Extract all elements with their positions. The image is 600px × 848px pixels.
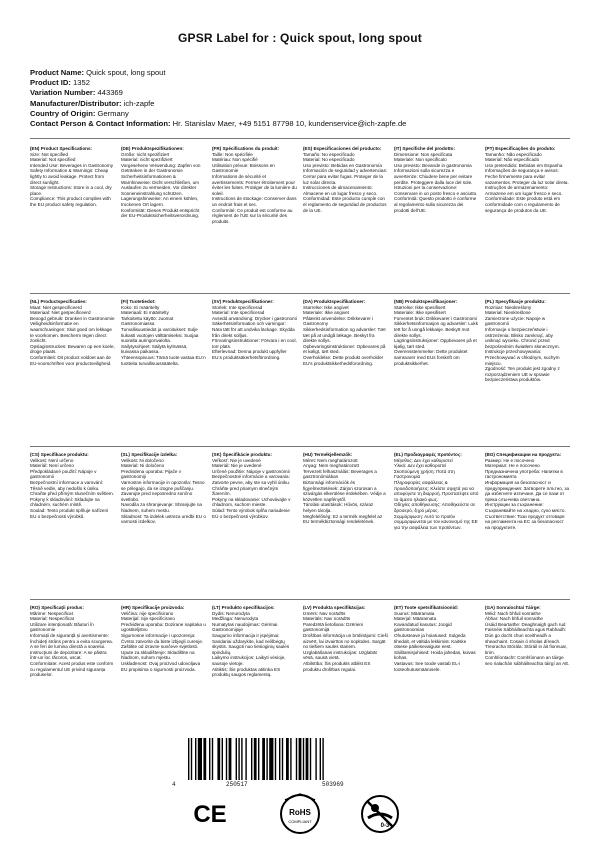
spec-bg: (BG) Спецификации на продукта: Размер: Не е посочено Материал: Не е посочено Предназначена употреба: Напитки в гастрономията Информация за безопасност и предупреждения: Затворете плътно, за да избегнете изтичане. Да се пази от пряка слънчева светлина. Инструкции за съхранение: Съхранявайте на хладно, сухо място. Съответствие: Този продукт отговаря на регламента на ЕС за безопасност на продуктите. [485,452,570,530]
manufacturer-row: Manufacturer/Distributor: ich-zapfe [30,98,155,108]
spec-hu: (HU) Termékjellemzők: Méret: Nem meghatározott Anyag: Nem meghatározott Tervezett felhasználás: Beverages a gasztronómiában Biztonsági információk és figyelmeztetések: Zárjon szorosan a szivárgás elkerülése érdekében. Védje a közvetlen napfénytől. Tárolási utasítások: Hűvös, száraz helyen tárolja. Megfelelőség: Ez a termék megfelel az EU termékbiztonsági rendeletének. [303,452,386,525]
compliance-symbols [0,790,600,840]
country-of-origin-row: Country of Origin: Germany [30,108,129,118]
divider [30,446,570,447]
spec-sk: (SK) Špecifikácie produktu: Veľkosť: Nie je uvedené Materiál: Nie je uvedené Určené použitie: Nápoje v gastronómii Bezpečnostné informácie a varovania: Zatvorte pevne, aby ste sa vyhli úniku. Chráňte pred priamym slnečným žiarením. Pokyny na skladovanie: Uchovávajte v chladnom, suchom mieste. Súlad: Tento výrobok spĺňa nariadenie EÚ o bezpečnosti výrobkov. [212,452,291,519]
barcode-digit-left: 4 [172,781,176,788]
svg-text:0-3: 0-3 [380,823,390,829]
spec-hr: (HR) Specifikacije proizvoda: Veličina: nije specificirano Materijal: nije specificirano Predviđena uporaba: Dozirane napitaka u ugostiteljstvu Sigurnosne informacije i upozorenja: Čvrsto zatvorite da biste izbjegli curenje. Zaštitite od izravne sunčeve svjetlosti. Upute za skladištenje: Skladištite na hladnom, suhom mjestu. Usklađenost: Ovaj proizvod udovoljava EU propisima o sigurnosti proizvoda. [121,605,206,672]
spec-pt: (PT) Especificações do produto: Tamanho: Não especificado Material: Não especificado Uso pretendido: Bebidas em Espanha Informações de segurança e avisos: Feche firmemente para evitar vazamentos. Proteger da luz solar direta. Instruções de armazenamento: Armazene em um lugar fresco e seco. Conformidade: Este produto está em conformidade com o regulamento de segurança de produtos da UE. [485,146,569,213]
product-info [30,68,406,129]
spec-et: (ET) Toote spetsifikatsioonid: Suurus: Määramata Materjal: Määramata Kavandatud kasutus: Joogid gastronoomias Ohutusteave ja hoiatused: Sulgeda tihedalt, et vältida lekkimist. Kaitske otsese päikesevalguse eest. Säilitamisjuhised: Hoida jahedas, kuivas kohas. Vastavus: See toode vastab EL-i tooteohutusmäärusele. [394,605,476,672]
divider [30,293,570,294]
ce-mark-icon [193,801,226,828]
spec-nb: (NB) Produktspesifikasjoner: Størrelse: Ikke spesifisert Materiale: Ikke spesifisert Forventet bruk: Drikkevarer i Gastronomi Sikkerhetsinformasjon og advarsler: Lukk tett for å unngå lekkasje. Beskytt mot direkte sollys. Lagringsinstruksjoner: Oppbevares på et kjølig, tørt sted. Overensstemmelse: Dette produktet samsvarer med EUs forskrift om produktsikkerhet. [394,299,479,366]
spec-ro: (RO) Specificații produs: Mărime: Nespecificat Material: Nespecificat Utilizare intenționată: Băuturi în gastronomie Informații de siguranță și avertismente: Închideți strâns pentru a evita scurgerea. A se feri de lumina directă a soarelui. Instrucțiuni de depozitare: A se păstra într-un loc răcoros, uscat. Conformitate: Acest produs este conform cu regulamentul UE privind siguranța produselor. [30,605,114,678]
variation-number-row: Variation Number: 443369 [30,88,123,98]
barcode-digits-right: 503969 [322,781,344,788]
spec-it: (IT) Specifiche del prodotto: Dimensione: Non specificata Materiale: Non specificato Uso previsto: Bevande in gastronomia Informazioni sulla sicurezza e avvertenze: Chiudere bene per evitare perdite. Proteggere dalla luce del sole. Istruzioni per la conservazione: Conservare in un posto fresco e asciutto. Conformità: Questo prodotto è conforme al regolamento sulla sicurezza dei prodotti dell'UE. [394,146,478,213]
spec-de: (DE) Produktspezifikationen: Größe: nicht spezifiziert Material: nicht spezifiziert Vorgesehene Verwendung: Zapfen von Getränken in der Gastronomie Sicherheitsinformationen & Warnhinweise: Dicht verschließen, um Auslaufen zu vermeiden. Vor direkter Sonneneinstrahlung schützen. Lagerungshinweise: An einem kühlen, trockenen Ort lagern. Konformität: Dieses Produkt entspricht der EU-Produktsicherheitsverordnung. [121,146,201,219]
product-name-row: Product Name: Quick spout, long spout [30,68,166,77]
spec-row-3 [30,452,570,592]
spec-fr: (FR) Spécifications du produit: Taille: Non spécifiée Matériau: Non spécifié Utilisation prévue: Boissons en Gastronomie Informations de sécurité et avertissements: Fermer étroitement pour éviter les fuites. Protéger de la lumière du soleil. Instructions de stockage: Conserver dans un endroit frais et sec. Conformité: Ce produit est conforme au règlement de l'UE sur la sécurité des produits. [212,146,297,224]
divider [30,599,570,600]
spec-sv: (SV) Produktspecifikationer: Storlek: Inte specificerad Material: Inte specificerad Avsedd användning: Drycker i gastronomi Säkerhetsinformation och varningar: Nära tätt för att undvika läckage. Skydda från direkt solljus. Förvaringsinstruktioner: Förvara i en cool, torr plats. Efterlevnad: Denna produkt uppfyller EU:s produktsäkerhetsförordning. [212,299,297,360]
spec-el: (EL) Προδιαγραφές προϊόντος: Μέγεθος: Δεν έχει καθοριστεί Υλικό: Δεν έχει καθοριστεί Σκοπούμενη χρήση: Ποτά στη Γαστρονομία Πληροφορίες ασφάλειας & προειδοποιήσεις: Κλείστε σφιχτά για να αποφύγετε τη διαρροή. Προστατέψτε από το άμεσο ηλιακό φως. Οδηγίες αποθήκευσης: Αποθηκεύστε σε δροσερό, ξηρό μέρος. Συμμόρφωση: Αυτό το προϊόν συμμορφώνεται με τον κανονισμό της ΕΕ για την ασφάλεια των προϊόντων. [394,452,479,530]
barcode-digits-middle: 250517 [226,781,248,788]
contact-row: Contact Person & Contact Information: Hr. Stanislav Maer, +49 5151 87798 10, kundenservice@ich-zapfe.de [30,119,407,129]
spec-row-4 [30,605,570,731]
spec-fi: (FI) Tuotetiedot: Koko: Ei määritelty Materiaali: Ei määritelty Tarkoitettu käyttö: Juomat Gastronomiassa Turvallisuustiedot ja varoitukset: Sulje tiukasti vuotojen välttämiseksi. Suojaa suoralta auringonvalolta. Säilytysohjeet: Säilytä kylmässä, kuivassa paikassa. Yhteensopivuus: Tämä tuote vastaa EU:n tuotteita turvallisuussäätelta. [121,299,206,366]
spec-ga: (GA) Sonraíochtaí Táirge: Méid: Nach bhfuil sonraithe Ábhar: Nach bhfuil sonraithe Úsáid Beartaithe: Deaghnaigh gach rud Faisnéis Sábháilteachta agus Rabhadh: Dún go docht chun sceitheadh a sheachaint. Cosain ó sholas díreach. Treoracha Stórála: Stóráil in áit fionnuar, tirim. Comhlíontacht: Comhlíonann an táirge seo rialachán sábháilteachta táirgí an AE. [485,605,570,666]
product-id-row: Product ID: 1352 [30,78,90,88]
spec-lt: (LT) Produkto specifikacijos: Dydis: Nenurodyta Medžiaga: Nenurodyta Numatytas naudojimas: Gėrimai Gastronomijoje Saugumo informacija ir įspėjimai: Sandariai uždarykite, kad neišbėgtų skystis. Saugoti nuo tiesioginių saulės spindulių. Laikymo instrukcijos: Laikyti vėsioje, sausoje vietoje. Atitiktis: Šis produktas atitinka ES produktų saugos reglamentą. [212,605,290,678]
barcode [182,738,392,780]
spec-es: (ES) Especificaciones del producto: Tamaño: No especificado Material: No especificado Uso previsto: Bebidas en Gastronomía Información de seguridad y advertencias: Cerrar para evitar fugas. Proteger de la luz solar directa. Instrucciones de almacenamiento: Almacene en un lugar fresco y seco. Conformidad: Este producto cumple con el reglamento de seguridad de productos de la UE. [303,146,388,213]
spec-row-1 [30,146,570,286]
page-title: GPSR Label for : Quick spout, long spout [177,31,422,45]
spec-nl: (NL) Productspecificaties: Maat: Niet gespecificeerd Materiaal: Niet gespecificeerd Beoogd gebruik: Dranken in Gastronomie Veiligheidsinformatie en waarschuwingen: Sluit goed om lekkage te voorkomen. Bescherm tegen direct zonlicht. Opslaginstructies: Bewaren op een koele, droge plaats. Conformiteit: Dit product voldoet aan de EU-voorschriften voor productveiligheid. [30,299,115,366]
rohs-icon [281,794,319,833]
divider [30,138,570,139]
spec-lv: (LV) Produkta specifikācijas: Izmērs: Nav norādīts Materiāls: Nav norādīts Paredzētā lietošana: Dzērieni gastronomijā Drošības informācija un brīdinājumi: Cieši aizvērt, lai izvairītos no noplūdes. Sargāt no tiešiem saules stariem. Uzglabāšanas instrukcijas: Uzglabāt vēsā, sausā vietā. Atbilstība: Šis produkts atbilst ES produktu drošības regulai. [303,605,388,672]
age-warning-icon [362,796,398,832]
svg-text:CE: CE [193,801,227,828]
spec-sl: (SL) Specifikacije izdelka: Velikost: Ni določeno Material: Ni določeno Predvidena uporaba: Pijače v gastronomiji Varnostne informacije in opozorila: Tesno se prilegajo, da se izogne puščanju. Zavarujte pred neposredno sončno svetlobo. Navodila za shranjevanje: Shranjujte na hladnem, suhem mestu. Skladnost: Ta izdelek ustreza uredbi EU o varnosti izdelkov. [121,452,206,525]
svg-text:COMPLIANT: COMPLIANT [288,819,312,824]
spec-cs: (CS) Specifikace produktu: Velikost: Není určeno Materiál: Není určeno Předpokládané použití: Nápoje v gastronomii Bezpečnostní informace a varování: Těsně vedle, aby nedošlo k úniku. Chraňte před přímým slunečním světlem. Pokyny k skladování: Skladujte na chladném, suchém místě. Soulad: Tento produkt splňuje nařízení EU o bezpečnosti výrobků. [30,452,114,519]
spec-da: (DA) Produktspecifikationer: Størrelse: Ikke angivet Materiale: Ikke angivet Påtænkt anvendelse: Drikkevarer i Gastronomy Sikkerhedsinformation og advarsler: Tæt tæt på at undgå lækage. Beskyt fra direkte sollys. Opbevaringsinstruktioner: Opbevares på et køligt, tørt sted. Overholdelse: Dette produkt overholder EU's produktsikkerhedsforordning. [303,299,386,366]
spec-pl: (PL) Specyfikacje produktu: Rozmiar: Nieokreślony Materiał: Nieokreślone Zamierzone użycie: Napoje w gastronomii Informacje o bezpieczeństwie i ostrzeżenia: Blisko zamknąć, aby uniknąć wycieku. Chronić przed bezpośrednim światłem słonecznym. Instrukcje przechowywania: Przechowywać w chłodnym, suchym miejscu. Zgodność: Ten produkt jest zgodny z rozporządzeniem UE w sprawie bezpieczeństwa produktów. [485,299,560,383]
svg-text:RoHS: RoHS [289,808,311,817]
spec-row-2 [30,299,570,439]
spec-en: (EN) Product Specifications: Size: Not specified Material: Not specified Intended Use: Beverages in Gastronomy Safety Information & Warnings: Cheap lightly to avoid leakage. Protect from direct sunlight. Storage Instructions: Store in a cool, dry place. Compliance: This product complies with the EU product safety regulation. [30,146,113,207]
